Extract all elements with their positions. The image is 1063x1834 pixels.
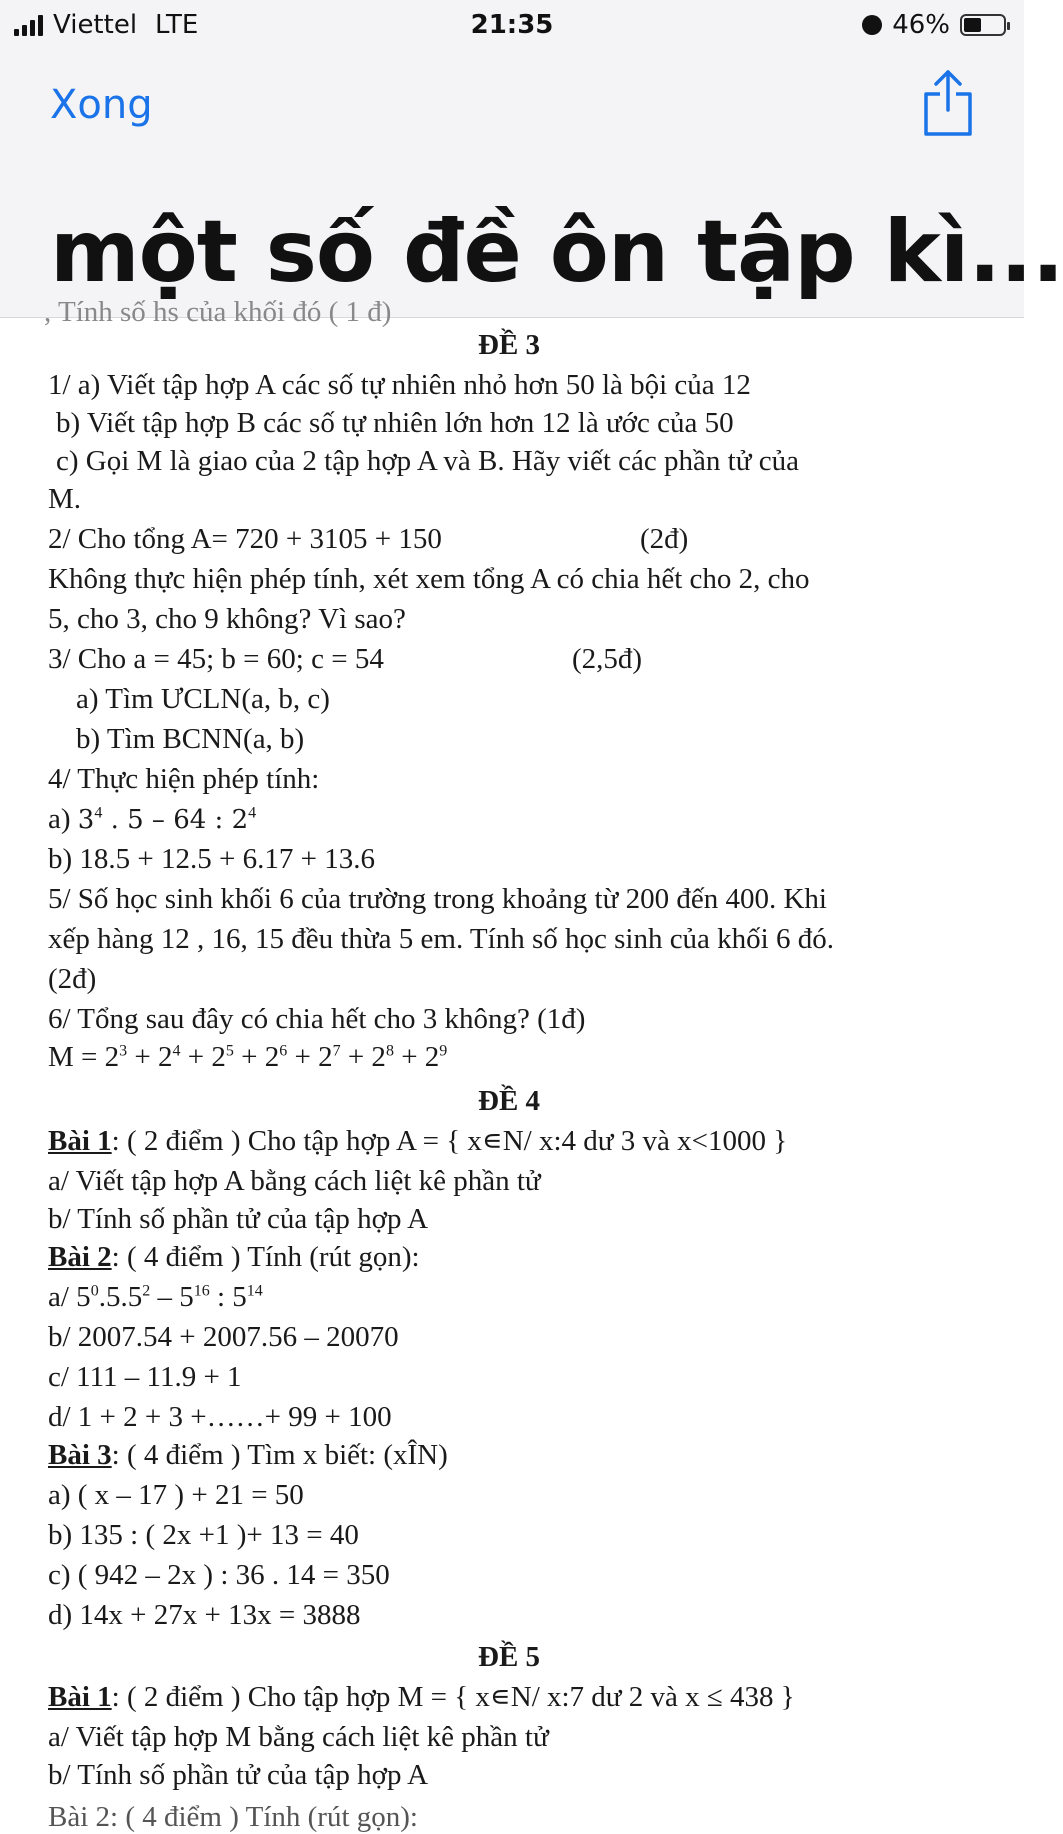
de3-q5-line2: xếp hàng 12 , 16, 15 đều thừa 5 em. Tính số học sinh của khối 6 đó.	[48, 923, 834, 955]
de3-q3: 3/ Cho a = 45; b = 60; c = 54	[48, 643, 384, 675]
de3-q2-points: (2đ)	[640, 523, 689, 555]
cut-off-line: , Tính số hs của khối đó ( 1 đ)	[44, 296, 392, 328]
done-button[interactable]: Xong	[50, 82, 153, 128]
de3-q4a: a) $3^4$ . 5 – 64 : $2^4$	[48, 803, 257, 835]
de3-q3a: a) Tìm ƯCLN(a, b, c)	[76, 683, 330, 715]
de4-bai2a: a/ $5^0.5.5^2 - 5^{16}$ : $5^{14}$	[48, 1281, 263, 1313]
de3-q1c-cont: M.	[48, 483, 82, 515]
de3-q2-line3: 5, cho 3, cho 9 không? Vì sao?	[48, 603, 406, 635]
status-right	[862, 10, 1006, 40]
de4-bai1b: b/ Tính số phần tử của tập hợp A	[48, 1203, 429, 1235]
de3-q1c: c) Gọi M là giao của 2 tập hợp A và B. Hãy viết các phần tử của	[56, 445, 799, 477]
de3-q5: 5/ Số học sinh khối 6 của trường trong khoảng từ 200 đến 400. Khi	[48, 883, 827, 915]
de5-bai1b: b/ Tính số phần tử của tập hợp A	[48, 1759, 429, 1791]
de5-bai1: Bài 1: ( 2 điểm ) Cho tập hợp M = { x∊N/ x:7 dư 2 và x ≤ 438 }	[48, 1681, 795, 1713]
de5-bai1a: a/ Viết tập hợp M bằng cách liệt kê phần tử	[48, 1721, 549, 1753]
de4-bai3a: a) ( x – 17 ) + 21 = 50	[48, 1479, 304, 1511]
clock: 21:35	[470, 10, 554, 40]
status-bar	[0, 0, 1024, 52]
de3-q2: 2/ Cho tổng A= 720 + 3105 + 150	[48, 523, 442, 555]
de3-q5-line3: (2đ)	[48, 963, 97, 995]
de4-bai1a: a/ Viết tập hợp A bằng cách liệt kê phần tử	[48, 1165, 541, 1197]
network-type: LTE	[155, 10, 199, 40]
de4-bai3b: b) 135 : ( 2x +1 )+ 13 = 40	[48, 1519, 359, 1551]
de4-bai2d: d/ 1 + 2 + 3 +……+ 99 + 100	[48, 1401, 392, 1433]
de3-q1b: b) Viết tập hợp B các số tự nhiên lớn hơn 12 là ước của 50	[56, 407, 734, 439]
battery-icon	[960, 14, 1006, 36]
navigation-bar	[0, 52, 1063, 318]
document-title: một số đề ôn tập kì...	[50, 202, 1063, 302]
de3-q2-line2: Không thực hiện phép tính, xét xem tổng A có chia hết cho 2, cho	[48, 563, 810, 595]
de4-bai3d: d) 14x + 27x + 13x = 3888	[48, 1599, 361, 1631]
de3-q3-points: (2,5đ)	[572, 643, 643, 675]
de4-bai1: Bài 1: ( 2 điểm ) Cho tập hợp A = { x∊N/ x:4 dư 3 và x<1000 }	[48, 1125, 788, 1157]
share-icon[interactable]	[920, 66, 976, 138]
section-heading-de4: ĐỀ 4	[478, 1085, 541, 1117]
section-heading-de5: ĐỀ 5	[478, 1641, 541, 1673]
de3-q6: 6/ Tổng sau đây có chia hết cho 3 không? (1đ)	[48, 1003, 586, 1035]
de3-q1a: 1/ a) Viết tập hợp A các số tự nhiên nhỏ hơn 50 là bội của 12	[48, 369, 751, 401]
battery-percent: 46%	[892, 10, 950, 40]
section-heading-de3: ĐỀ 3	[478, 329, 541, 361]
document-page	[0, 296, 1024, 1833]
de5-bai2-cutoff: Bài 2: ( 4 điểm ) Tính (rút gọn):	[48, 1801, 418, 1833]
de4-bai3: Bài 3: ( 4 điểm ) Tìm x biết: (xÎN)	[48, 1439, 448, 1471]
de3-q3b: b) Tìm BCNN(a, b)	[76, 723, 305, 755]
de4-bai2c: c/ 111 – 11.9 + 1	[48, 1361, 242, 1393]
de3-q4b: b) 18.5 + 12.5 + 6.17 + 13.6	[48, 843, 375, 875]
alarm-icon	[862, 15, 882, 35]
de4-bai3c: c) ( 942 – 2x ) : 36 . 14 = 350	[48, 1559, 390, 1591]
carrier-name: Viettel	[53, 10, 138, 40]
de3-q6-expression: $M = 2^3 + 2^4 + 2^5 + 2^6 + 2^7 + 2^8 + 2^9$	[48, 1041, 448, 1073]
de4-bai2b: b/ 2007.54 + 2007.56 – 20070	[48, 1321, 399, 1353]
de3-q4: 4/ Thực hiện phép tính:	[48, 763, 320, 795]
de4-bai2: Bài 2: ( 4 điểm ) Tính (rút gọn):	[48, 1241, 420, 1273]
